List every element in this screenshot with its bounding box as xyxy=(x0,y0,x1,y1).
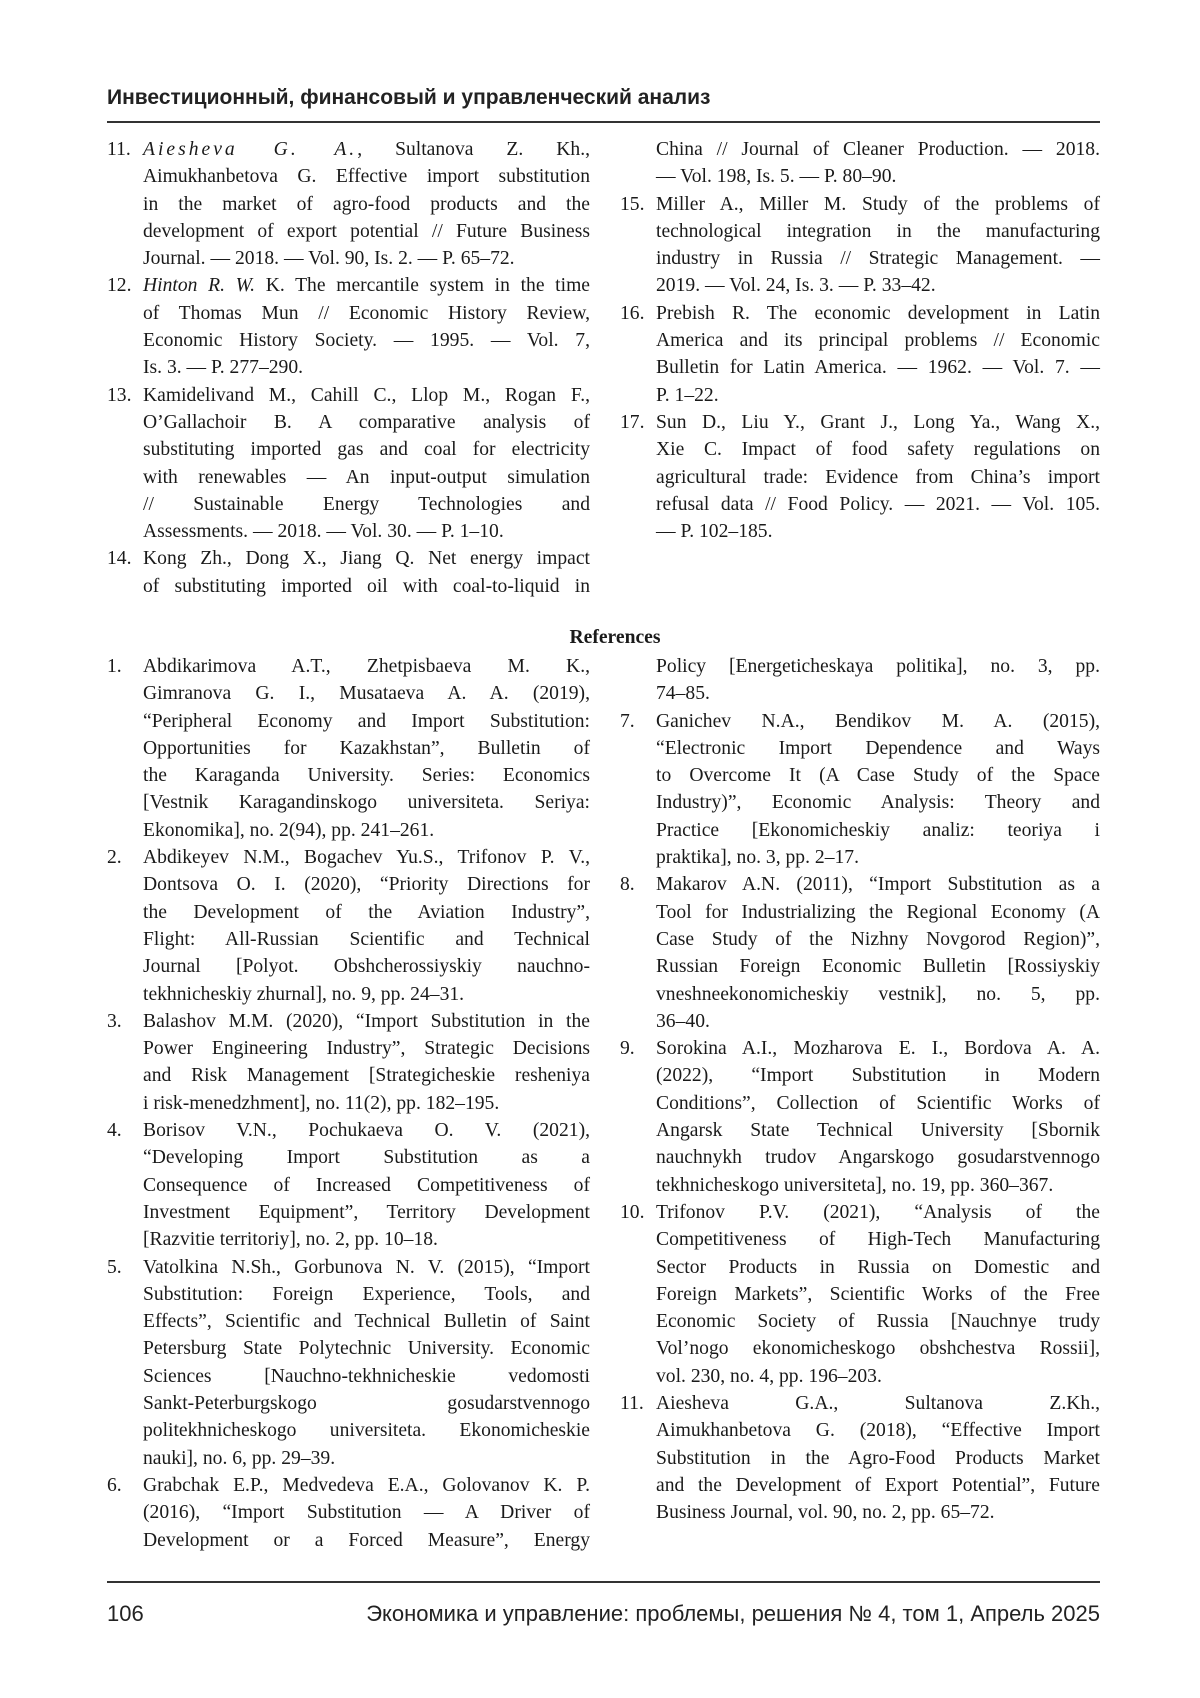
reference-text: [Vestnik Karagandinskogo universiteta. Seriya: xyxy=(143,792,590,813)
reference-text: Kong Zh., Dong X., Jiang Q. Net energy impact xyxy=(143,548,590,569)
reference-entry xyxy=(620,871,1100,1035)
reference-line xyxy=(143,163,590,190)
reference-line xyxy=(656,409,1100,436)
reference-line xyxy=(143,871,590,898)
reference-text: Xie C. Impact of food safety regulations on xyxy=(656,439,1100,460)
reference-line xyxy=(143,382,590,409)
reference-line xyxy=(656,1308,1100,1335)
reference-entry xyxy=(107,382,590,546)
reference-line xyxy=(656,491,1100,518)
reference-text: Sciences [Nauchno-tekhnicheskie vedomosti xyxy=(143,1366,590,1387)
reference-text: Business Journal, vol. 90, no. 2, pp. 65–72. xyxy=(656,1502,995,1523)
reference-text: i risk-menedzhment], no. 11(2), pp. 182–195. xyxy=(143,1093,499,1114)
reference-line xyxy=(143,1090,590,1117)
reference-entry xyxy=(620,409,1100,545)
reference-text: of substituting imported oil with coal-to-liquid in xyxy=(143,576,590,597)
reference-text: nauchnykh trudov Angarskogo gosudarstvennogo xyxy=(656,1147,1100,1168)
reference-text: Foreign Markets”, Scientific Works of the Free xyxy=(656,1284,1100,1305)
reference-number: 16. xyxy=(620,300,645,327)
reference-line xyxy=(656,1254,1100,1281)
reference-line xyxy=(143,1308,590,1335)
reference-line xyxy=(656,1062,1100,1089)
reference-text: Consequence of Increased Competitiveness of xyxy=(143,1175,590,1196)
reference-line xyxy=(143,136,590,163)
reference-text: 36–40. xyxy=(656,1011,710,1032)
reference-text: // Sustainable Energy Technologies and xyxy=(143,494,590,515)
reference-line xyxy=(143,464,590,491)
reference-line xyxy=(143,300,590,327)
reference-number: 13. xyxy=(107,382,132,409)
reference-text: Power Engineering Industry”, Strategic Decisions xyxy=(143,1038,590,1059)
reference-line xyxy=(143,981,590,1008)
reference-text: development of export potential // Future Business xyxy=(143,221,590,242)
reference-line xyxy=(143,573,590,600)
top-refs-right-column xyxy=(620,136,1100,545)
reference-text: P. 1–22. xyxy=(656,385,719,406)
reference-text: and the Development of Export Potential”, Future xyxy=(656,1475,1100,1496)
reference-entry xyxy=(107,545,590,600)
reference-line xyxy=(656,1008,1100,1035)
reference-line xyxy=(143,926,590,953)
reference-line xyxy=(656,981,1100,1008)
reference-number: 10. xyxy=(620,1199,645,1226)
reference-text: vneshneekonomicheskiy vestnik], no. 5, pp. xyxy=(656,984,1100,1005)
reference-text: — Vol. 198, Is. 5. — P. 80–90. xyxy=(656,166,896,187)
reference-text: Development or a Forced Measure”, Energy xyxy=(143,1530,590,1551)
reference-line xyxy=(656,1199,1100,1226)
reference-line xyxy=(143,1335,590,1362)
reference-text: Industry)”, Economic Analysis: Theory and xyxy=(656,792,1100,813)
reference-number: 12. xyxy=(107,272,132,299)
reference-number: 4. xyxy=(107,1117,122,1144)
reference-text: Effects”, Scientific and Technical Bulletin of Saint xyxy=(143,1311,590,1332)
reference-line xyxy=(143,1226,590,1253)
reference-line xyxy=(143,762,590,789)
reference-entry xyxy=(107,844,590,1008)
reference-line xyxy=(143,1172,590,1199)
reference-line xyxy=(143,735,590,762)
reference-line xyxy=(656,899,1100,926)
reference-line xyxy=(143,1390,590,1417)
reference-line xyxy=(143,436,590,463)
references-right-column xyxy=(620,653,1100,1527)
reference-text: Gimranova G. I., Musataeva A. A. (2019), xyxy=(143,683,590,704)
reference-entry xyxy=(620,136,1100,191)
reference-line xyxy=(143,327,590,354)
reference-line xyxy=(656,1499,1100,1526)
reference-text: Economic History Society. — 1995. — Vol. 7, xyxy=(143,330,590,351)
reference-line xyxy=(656,382,1100,409)
reference-line xyxy=(656,871,1100,898)
reference-line xyxy=(656,163,1100,190)
reference-text: Bulletin for Latin America. — 1962. — Vol. 7. — xyxy=(656,357,1100,378)
reference-line xyxy=(143,817,590,844)
journal-issue: Экономика и управление: проблемы, решения № 4, том 1, Апрель 2025 xyxy=(366,1601,1100,1627)
reference-line xyxy=(143,1363,590,1390)
reference-line xyxy=(656,1172,1100,1199)
reference-text: Prebish R. The economic development in Latin xyxy=(656,303,1100,324)
reference-line xyxy=(656,1363,1100,1390)
reference-text: Ganichev N.A., Bendikov M. A. (2015), xyxy=(656,711,1100,732)
reference-line xyxy=(656,136,1100,163)
reference-entry xyxy=(107,1117,590,1253)
reference-text: praktika], no. 3, pp. 2–17. xyxy=(656,847,859,868)
reference-text: tekhnicheskogo universiteta], no. 19, pp. 360–367. xyxy=(656,1175,1053,1196)
reference-line xyxy=(143,1144,590,1171)
reference-entry xyxy=(620,653,1100,708)
reference-line xyxy=(143,545,590,572)
reference-text: Substitution: Foreign Experience, Tools, and xyxy=(143,1284,590,1305)
reference-line xyxy=(143,191,590,218)
reference-line xyxy=(656,464,1100,491)
reference-line xyxy=(143,653,590,680)
reference-text: in the market of agro-food products and the xyxy=(143,194,590,215)
header-rule xyxy=(107,121,1100,123)
reference-line xyxy=(143,844,590,871)
reference-text: of Thomas Mun // Economic History Review, xyxy=(143,303,590,324)
reference-text: Grabchak E.P., Medvedeva E.A., Golovanov K. P. xyxy=(143,1475,590,1496)
reference-text: Practice [Ekonomicheskiy analiz: teoriya i xyxy=(656,820,1100,841)
reference-line xyxy=(656,354,1100,381)
reference-number: 11. xyxy=(620,1390,644,1417)
reference-text: Angarsk State Technical University [Sbornik xyxy=(656,1120,1100,1141)
reference-line xyxy=(143,708,590,735)
reference-entry xyxy=(107,136,590,272)
reference-line xyxy=(143,1117,590,1144)
reference-text: Petersburg State Polytechnic University. Economic xyxy=(143,1338,590,1359)
reference-text: Competitiveness of High-Tech Manufacturing xyxy=(656,1229,1100,1250)
reference-text: Case Study of the Nizhny Novgorod Region)”, xyxy=(656,929,1100,950)
reference-number: 7. xyxy=(620,708,635,735)
reference-number: 8. xyxy=(620,871,635,898)
reference-line xyxy=(143,1417,590,1444)
reference-text: Trifonov P.V. (2021), “Analysis of the xyxy=(656,1202,1100,1223)
reference-text: politekhnicheskogo universiteta. Ekonomicheskie xyxy=(143,1420,590,1441)
reference-text: , Sultanova Z. Kh., xyxy=(357,139,590,160)
reference-line xyxy=(143,1445,590,1472)
reference-line xyxy=(143,354,590,381)
reference-line xyxy=(143,1008,590,1035)
reference-text: Abdikarimova A.T., Zhetpisbaeva M. K., xyxy=(143,656,590,677)
reference-text: (2016), “Import Substitution — A Driver of xyxy=(143,1502,590,1523)
reference-text: Borisov V.N., Pochukaeva O. V. (2021), xyxy=(143,1120,590,1141)
reference-text: Abdikeyev N.M., Bogachev Yu.S., Trifonov P. V., xyxy=(143,847,590,868)
reference-number: 15. xyxy=(620,191,645,218)
reference-text: O’Gallachoir B. A comparative analysis of xyxy=(143,412,590,433)
reference-line xyxy=(656,1117,1100,1144)
reference-line xyxy=(656,1390,1100,1417)
reference-text: Tool for Industrializing the Regional Economy (A xyxy=(656,902,1100,923)
reference-number: 2. xyxy=(107,844,122,871)
reference-line xyxy=(656,1445,1100,1472)
reference-number: 6. xyxy=(107,1472,122,1499)
reference-text: [Razvitie territoriy], no. 2, pp. 10–18. xyxy=(143,1229,438,1250)
reference-line xyxy=(656,1144,1100,1171)
reference-line xyxy=(656,518,1100,545)
reference-text: substituting imported gas and coal for electricity xyxy=(143,439,590,460)
reference-entry xyxy=(620,300,1100,409)
reference-line xyxy=(656,926,1100,953)
reference-text: technological integration in the manufacturing xyxy=(656,221,1100,242)
reference-line xyxy=(143,1062,590,1089)
reference-text: Journal. — 2018. — Vol. 90, Is. 2. — P. 65–72. xyxy=(143,248,515,269)
reference-line xyxy=(143,1199,590,1226)
reference-text: Conditions”, Collection of Scientific Works of xyxy=(656,1093,1100,1114)
reference-text: industry in Russia // Strategic Management. — xyxy=(656,248,1100,269)
reference-text: the Development of the Aviation Industry”, xyxy=(143,902,590,923)
reference-text: Sun D., Liu Y., Grant J., Long Ya., Wang X., xyxy=(656,412,1100,433)
reference-line xyxy=(656,327,1100,354)
page-number: 106 xyxy=(107,1601,144,1627)
reference-entry xyxy=(107,653,590,844)
reference-entry xyxy=(620,708,1100,872)
reference-line xyxy=(656,1472,1100,1499)
reference-text: “Electronic Import Dependence and Ways xyxy=(656,738,1100,759)
reference-line xyxy=(656,1417,1100,1444)
reference-text: Assessments. — 2018. — Vol. 30. — P. 1–10. xyxy=(143,521,504,542)
reference-text: Sankt-Peterburgskogo gosudarstvennogo xyxy=(143,1393,590,1414)
top-refs-left-column xyxy=(107,136,590,600)
reference-text: Kamidelivand M., Cahill C., Llop M., Rogan F., xyxy=(143,385,590,406)
reference-text: 2019. — Vol. 24, Is. 3. — P. 33–42. xyxy=(656,275,936,296)
reference-entry xyxy=(620,1199,1100,1390)
reference-line xyxy=(143,1499,590,1526)
reference-line xyxy=(143,1472,590,1499)
reference-author-italic: Aiesheva G. A. xyxy=(143,139,357,160)
reference-text: Balashov M.M. (2020), “Import Substitution in the xyxy=(143,1011,590,1032)
reference-line xyxy=(656,191,1100,218)
reference-line xyxy=(656,272,1100,299)
reference-entry xyxy=(107,1254,590,1472)
reference-line xyxy=(656,436,1100,463)
reference-text: “Peripheral Economy and Import Substitution: xyxy=(143,711,590,732)
reference-text: Aimukhanbetova G. (2018), “Effective Import xyxy=(656,1420,1100,1441)
reference-text: Vatolkina N.Sh., Gorbunova N. V. (2015), “Import xyxy=(143,1257,590,1278)
reference-number: 11. xyxy=(107,136,131,163)
reference-text: Russian Foreign Economic Bulletin [Rossiyskiy xyxy=(656,956,1100,977)
reference-line xyxy=(656,762,1100,789)
reference-line xyxy=(656,1335,1100,1362)
reference-line xyxy=(143,1035,590,1062)
reference-text: China // Journal of Cleaner Production. — 2018. xyxy=(656,139,1100,160)
reference-text: with renewables — An input-output simulation xyxy=(143,467,590,488)
reference-author-italic: Hinton R. W. xyxy=(143,275,255,296)
reference-text: nauki], no. 6, pp. 29–39. xyxy=(143,1448,335,1469)
reference-text: Opportunities for Kazakhstan”, Bulletin of xyxy=(143,738,590,759)
reference-text: (2022), “Import Substitution in Modern xyxy=(656,1065,1100,1086)
reference-text: Is. 3. — P. 277–290. xyxy=(143,357,303,378)
reference-line xyxy=(143,409,590,436)
reference-line xyxy=(656,1281,1100,1308)
reference-line xyxy=(143,1281,590,1308)
references-left-column xyxy=(107,653,590,1554)
reference-entry xyxy=(107,1472,590,1554)
reference-text: tekhnicheskiy zhurnal], no. 9, pp. 24–31. xyxy=(143,984,464,1005)
reference-number: 17. xyxy=(620,409,645,436)
reference-text: Aiesheva G.A., Sultanova Z.Kh., xyxy=(656,1393,1100,1414)
reference-text: refusal data // Food Policy. — 2021. — Vol. 105. xyxy=(656,494,1100,515)
reference-line xyxy=(143,680,590,707)
reference-number: 9. xyxy=(620,1035,635,1062)
reference-text: and Risk Management [Strategicheskie resheniya xyxy=(143,1065,590,1086)
reference-number: 3. xyxy=(107,1008,122,1035)
reference-text: Ekonomika], no. 2(94), pp. 241–261. xyxy=(143,820,434,841)
reference-line xyxy=(656,1226,1100,1253)
reference-line xyxy=(143,272,590,299)
references-heading: References xyxy=(0,627,1200,649)
reference-text: Makarov A.N. (2011), “Import Substitution as a xyxy=(656,874,1100,895)
reference-text: Flight: All-Russian Scientific and Technical xyxy=(143,929,590,950)
reference-text: Aimukhanbetova G. Effective import substitution xyxy=(143,166,590,187)
reference-line xyxy=(143,218,590,245)
reference-entry xyxy=(620,1390,1100,1526)
reference-text: Substitution in the Agro-Food Products Market xyxy=(656,1448,1100,1469)
reference-text: “Developing Import Substitution as a xyxy=(143,1147,590,1168)
reference-line xyxy=(143,245,590,272)
reference-line xyxy=(656,844,1100,871)
reference-text: Sorokina A.I., Mozharova E. I., Bordova A. A. xyxy=(656,1038,1100,1059)
reference-text: Policy [Energeticheskaya politika], no. 3, pp. xyxy=(656,656,1100,677)
reference-line xyxy=(656,1035,1100,1062)
reference-line xyxy=(656,789,1100,816)
reference-line xyxy=(143,491,590,518)
reference-entry xyxy=(620,1035,1100,1199)
reference-text: Journal [Polyot. Obshcherossiyskiy nauchno- xyxy=(143,956,590,977)
reference-line xyxy=(143,899,590,926)
reference-line xyxy=(656,300,1100,327)
reference-line xyxy=(656,1090,1100,1117)
reference-line xyxy=(143,1254,590,1281)
reference-number: 14. xyxy=(107,545,132,572)
reference-number: 1. xyxy=(107,653,122,680)
reference-line xyxy=(656,953,1100,980)
reference-text: Sector Products in Russia on Domestic and xyxy=(656,1257,1100,1278)
reference-line xyxy=(656,817,1100,844)
reference-text: to Overcome It (A Case Study of the Space xyxy=(656,765,1100,786)
reference-entry xyxy=(107,272,590,381)
reference-text: vol. 230, no. 4, pp. 196–203. xyxy=(656,1366,882,1387)
reference-text: the Karaganda University. Series: Economics xyxy=(143,765,590,786)
reference-line xyxy=(143,953,590,980)
reference-text: Dontsova O. I. (2020), “Priority Directions for xyxy=(143,874,590,895)
reference-line xyxy=(143,789,590,816)
reference-line xyxy=(143,1527,590,1554)
reference-line xyxy=(656,735,1100,762)
reference-text: Economic Society of Russia [Nauchnye trudy xyxy=(656,1311,1100,1332)
reference-line xyxy=(656,245,1100,272)
reference-text: Vol’nogo ekonomicheskogo obshchestva Rossii], xyxy=(656,1338,1100,1359)
reference-line xyxy=(656,708,1100,735)
reference-text: — P. 102–185. xyxy=(656,521,773,542)
reference-entry xyxy=(107,1008,590,1117)
footer-rule xyxy=(107,1581,1100,1583)
running-head-title: Инвестиционный, финансовый и управленческий анализ xyxy=(107,86,710,110)
reference-line xyxy=(656,218,1100,245)
reference-line xyxy=(656,680,1100,707)
reference-text: Investment Equipment”, Territory Development xyxy=(143,1202,590,1223)
reference-line xyxy=(656,653,1100,680)
reference-text: America and its principal problems // Economic xyxy=(656,330,1100,351)
reference-text: K. The mercantile system in the time xyxy=(255,275,590,296)
reference-entry xyxy=(620,191,1100,300)
reference-number: 5. xyxy=(107,1254,122,1281)
reference-text: Miller A., Miller M. Study of the problems of xyxy=(656,194,1100,215)
reference-text: 74–85. xyxy=(656,683,710,704)
reference-line xyxy=(143,518,590,545)
reference-text: agricultural trade: Evidence from China’s import xyxy=(656,467,1100,488)
